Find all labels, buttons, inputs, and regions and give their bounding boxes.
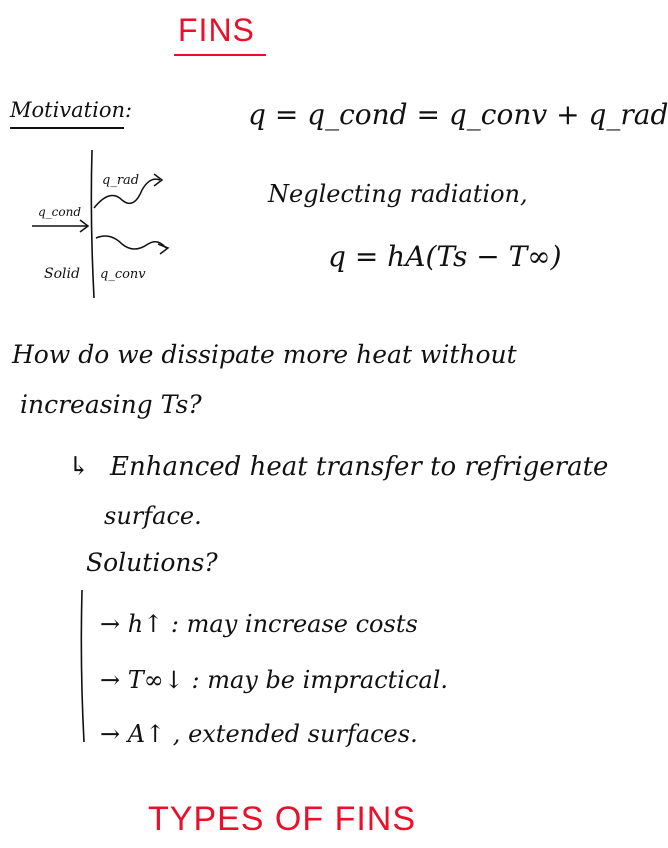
motivation-label: Motivation: [10, 98, 133, 122]
q-conv-arrow [96, 236, 166, 249]
solution-item-t-inf: → T∞↓ : may be impractical. [100, 666, 449, 694]
answer-arrow-icon: ↳ [68, 452, 90, 482]
title-underline [174, 54, 266, 56]
solutions-bracket [74, 586, 94, 746]
heat-balance-equation: q = q_cond = q_conv + q_rad [248, 98, 668, 131]
section-title-types-of-fins: TYPES OF FINS [148, 800, 417, 838]
solid-label: Solid [44, 266, 80, 282]
enhanced-line-2: surface. [104, 502, 202, 530]
page-title: FINS [178, 12, 255, 48]
heat-flow-diagram [30, 140, 190, 300]
q-cond-label: q_cond [38, 205, 82, 219]
question-line-1: How do we dissipate more heat without [12, 340, 517, 369]
q-rad-label: q_rad [102, 173, 140, 188]
solution-item-area: → A↑ , extended surfaces. [100, 720, 418, 748]
enhanced-line-1: Enhanced heat transfer to refrigerate [110, 452, 609, 482]
solution-item-h: → h↑ : may increase costs [100, 610, 418, 638]
q-conv-label: q_conv [100, 267, 146, 282]
solid-surface-line [91, 150, 94, 298]
question-line-2: increasing Ts? [20, 390, 202, 419]
solutions-label: Solutions? [86, 548, 218, 577]
motivation-underline [10, 127, 124, 129]
neglecting-radiation-text: Neglecting radiation, [268, 180, 528, 208]
convection-equation: q = hA(Ts − T∞) [328, 240, 562, 273]
